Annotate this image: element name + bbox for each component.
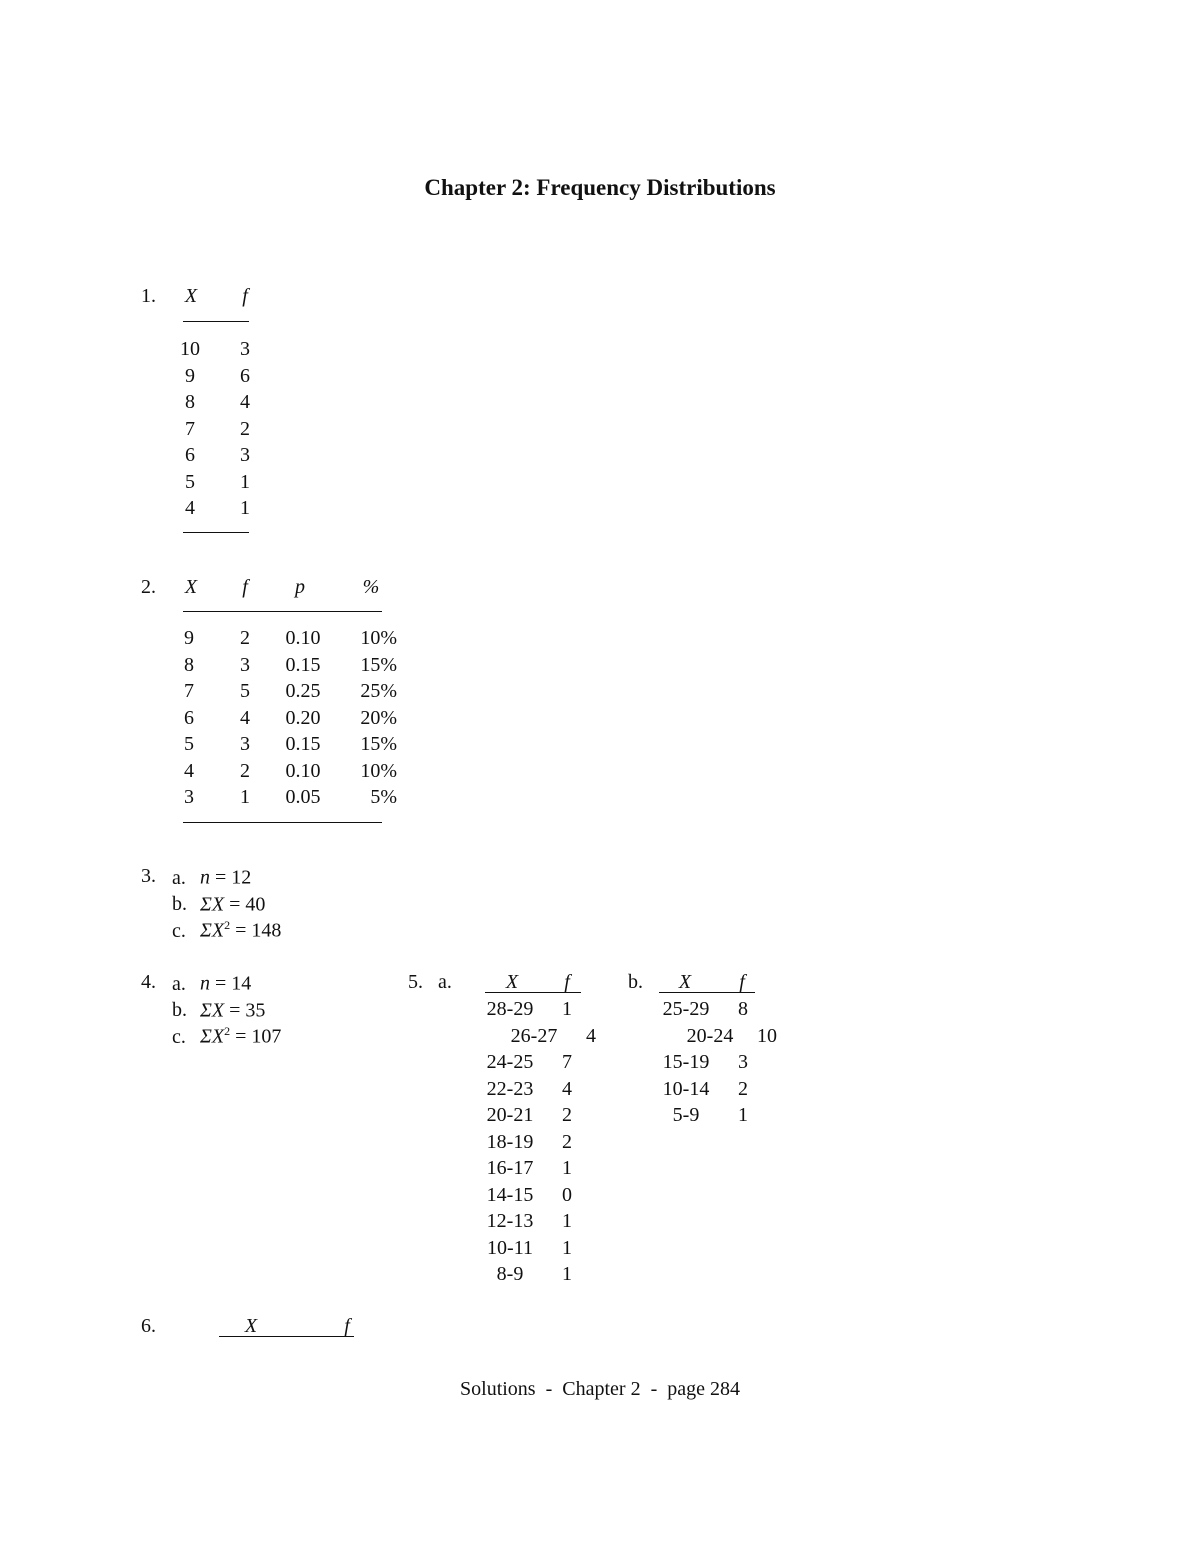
item-value: = 107 bbox=[230, 1025, 282, 1048]
cell-f: 8 bbox=[738, 998, 748, 1020]
item-value: = 40 bbox=[224, 893, 266, 916]
summary-item bbox=[172, 1025, 281, 1047]
item-exponent: 2 bbox=[224, 1024, 231, 1038]
cell-p: 0.15 bbox=[285, 733, 321, 755]
question-number: 2. bbox=[141, 576, 156, 598]
cell-f: 1 bbox=[562, 1236, 572, 1259]
item-variable: ΣX bbox=[200, 1025, 225, 1048]
item-value: = 35 bbox=[224, 999, 266, 1022]
cell-x: 3 bbox=[184, 786, 194, 808]
cell-x: 20-24 bbox=[686, 1024, 734, 1047]
cell-p: 0.10 bbox=[285, 759, 321, 782]
cell-f: 3 bbox=[240, 338, 250, 360]
cell-x: 10-11 bbox=[487, 1236, 533, 1259]
cell-x: 7 bbox=[185, 417, 195, 440]
cell-x: 25-29 bbox=[662, 998, 710, 1020]
cell-x: 4 bbox=[184, 759, 194, 782]
cell-x: 6 bbox=[184, 706, 194, 729]
cell-p: 0.15 bbox=[285, 653, 321, 676]
cell-f: 3 bbox=[240, 653, 250, 676]
cell-x: 14-15 bbox=[486, 1183, 534, 1206]
cell-f: 0 bbox=[562, 1183, 572, 1206]
column-header-f: f bbox=[739, 971, 745, 993]
cell-percent: 20% bbox=[360, 706, 397, 729]
cell-f: 1 bbox=[240, 470, 250, 493]
cell-x: 20-21 bbox=[486, 1104, 534, 1126]
cell-x: 10-14 bbox=[662, 1077, 710, 1100]
summary-item bbox=[172, 893, 265, 915]
cell-x: 10 bbox=[180, 338, 200, 360]
summary-item bbox=[172, 919, 281, 941]
table-rule-top bbox=[659, 992, 755, 993]
table-rule-top bbox=[183, 321, 249, 322]
item-variable: ΣX bbox=[200, 999, 225, 1022]
page-title: Chapter 2: Frequency Distributions bbox=[424, 175, 776, 200]
table-rule-bottom bbox=[183, 532, 249, 533]
column-header-x: X bbox=[505, 971, 519, 993]
column-header-f: f bbox=[242, 576, 248, 598]
column-header-x: X bbox=[184, 285, 198, 307]
cell-f: 1 bbox=[562, 1263, 572, 1285]
cell-x: 8 bbox=[184, 653, 194, 676]
cell-f: 2 bbox=[562, 1104, 572, 1126]
cell-x: 16-17 bbox=[486, 1157, 534, 1179]
part-label-b: b. bbox=[628, 971, 643, 993]
cell-x: 5-9 bbox=[672, 1104, 700, 1126]
cell-f: 2 bbox=[240, 627, 250, 649]
cell-x: 5 bbox=[184, 733, 194, 755]
cell-percent: 10% bbox=[360, 627, 397, 649]
cell-x: 24-25 bbox=[486, 1051, 534, 1073]
cell-x: 12-13 bbox=[486, 1210, 534, 1232]
column-header-p: p bbox=[295, 576, 305, 598]
cell-f: 7 bbox=[562, 1051, 572, 1073]
cell-percent: 25% bbox=[360, 680, 397, 702]
item-label: c. bbox=[172, 1025, 186, 1048]
item-value: = 12 bbox=[210, 866, 252, 889]
cell-f: 3 bbox=[240, 733, 250, 755]
page-footer: Solutions - Chapter 2 - page 284 bbox=[460, 1378, 740, 1400]
column-header-x: X bbox=[184, 576, 198, 598]
item-value: = 148 bbox=[230, 919, 282, 942]
cell-f: 3 bbox=[738, 1051, 748, 1073]
table-rule-top bbox=[183, 611, 382, 612]
cell-f: 1 bbox=[562, 998, 572, 1020]
part-label-a: a. bbox=[438, 971, 452, 993]
cell-f: 1 bbox=[240, 497, 250, 519]
cell-x: 6 bbox=[185, 444, 195, 466]
summary-item bbox=[172, 999, 265, 1021]
cell-x: 22-23 bbox=[486, 1077, 534, 1100]
column-header-f: f bbox=[564, 971, 570, 993]
cell-p: 0.05 bbox=[285, 786, 321, 808]
cell-percent: 15% bbox=[360, 653, 397, 676]
cell-p: 0.25 bbox=[285, 680, 321, 702]
summary-item bbox=[172, 866, 251, 888]
item-variable: n bbox=[200, 866, 210, 889]
cell-f: 5 bbox=[240, 680, 250, 702]
cell-f: 2 bbox=[562, 1130, 572, 1153]
cell-f: 1 bbox=[562, 1157, 572, 1179]
cell-f: 4 bbox=[240, 706, 250, 729]
cell-f: 6 bbox=[240, 364, 250, 387]
cell-f: 4 bbox=[586, 1024, 596, 1047]
cell-f: 1 bbox=[240, 786, 250, 808]
cell-x: 15-19 bbox=[662, 1051, 710, 1073]
cell-percent: 5% bbox=[370, 786, 397, 808]
column-header-f: f bbox=[344, 1315, 350, 1337]
summary-item bbox=[172, 972, 251, 994]
cell-x: 9 bbox=[184, 627, 194, 649]
item-label: b. bbox=[172, 893, 187, 916]
cell-percent: 15% bbox=[360, 733, 397, 755]
question-number: 6. bbox=[141, 1315, 156, 1337]
cell-f: 1 bbox=[738, 1104, 748, 1126]
cell-x: 4 bbox=[185, 497, 195, 519]
cell-f: 2 bbox=[240, 759, 250, 782]
cell-p: 0.20 bbox=[285, 706, 321, 729]
item-variable: n bbox=[200, 972, 210, 995]
cell-f: 2 bbox=[240, 417, 250, 440]
cell-x: 8 bbox=[185, 391, 195, 413]
column-header-x: X bbox=[678, 971, 692, 993]
cell-x: 5 bbox=[185, 470, 195, 493]
item-label: a. bbox=[172, 866, 186, 889]
item-label: a. bbox=[172, 972, 186, 995]
table-rule-bottom bbox=[183, 822, 382, 823]
item-variable: ΣX bbox=[200, 893, 225, 916]
cell-f: 2 bbox=[738, 1077, 748, 1100]
item-exponent: 2 bbox=[224, 918, 231, 932]
table-rule-top bbox=[219, 1336, 354, 1337]
cell-percent: 10% bbox=[360, 759, 397, 782]
question-number: 1. bbox=[141, 285, 156, 307]
cell-x: 7 bbox=[184, 680, 194, 702]
cell-f: 1 bbox=[562, 1210, 572, 1232]
item-variable: ΣX bbox=[200, 919, 225, 942]
column-header-x: X bbox=[244, 1315, 258, 1337]
cell-f: 4 bbox=[240, 391, 250, 413]
cell-x: 9 bbox=[185, 364, 195, 387]
cell-x: 28-29 bbox=[486, 998, 534, 1020]
item-label: b. bbox=[172, 999, 187, 1022]
table-rule-top bbox=[485, 992, 581, 993]
cell-x: 8-9 bbox=[496, 1263, 524, 1285]
question-number: 4. bbox=[141, 971, 156, 993]
cell-x: 26-27 bbox=[510, 1024, 558, 1047]
cell-x: 18-19 bbox=[486, 1130, 534, 1153]
column-header-f: f bbox=[242, 285, 248, 307]
question-number: 5. bbox=[408, 971, 423, 993]
item-label: c. bbox=[172, 919, 186, 942]
cell-f: 4 bbox=[562, 1077, 572, 1100]
cell-f: 3 bbox=[240, 444, 250, 466]
cell-f: 10 bbox=[757, 1024, 777, 1047]
item-value: = 14 bbox=[210, 972, 252, 995]
cell-p: 0.10 bbox=[285, 627, 321, 649]
question-number: 3. bbox=[141, 865, 156, 887]
column-header-percent: % bbox=[362, 576, 380, 598]
